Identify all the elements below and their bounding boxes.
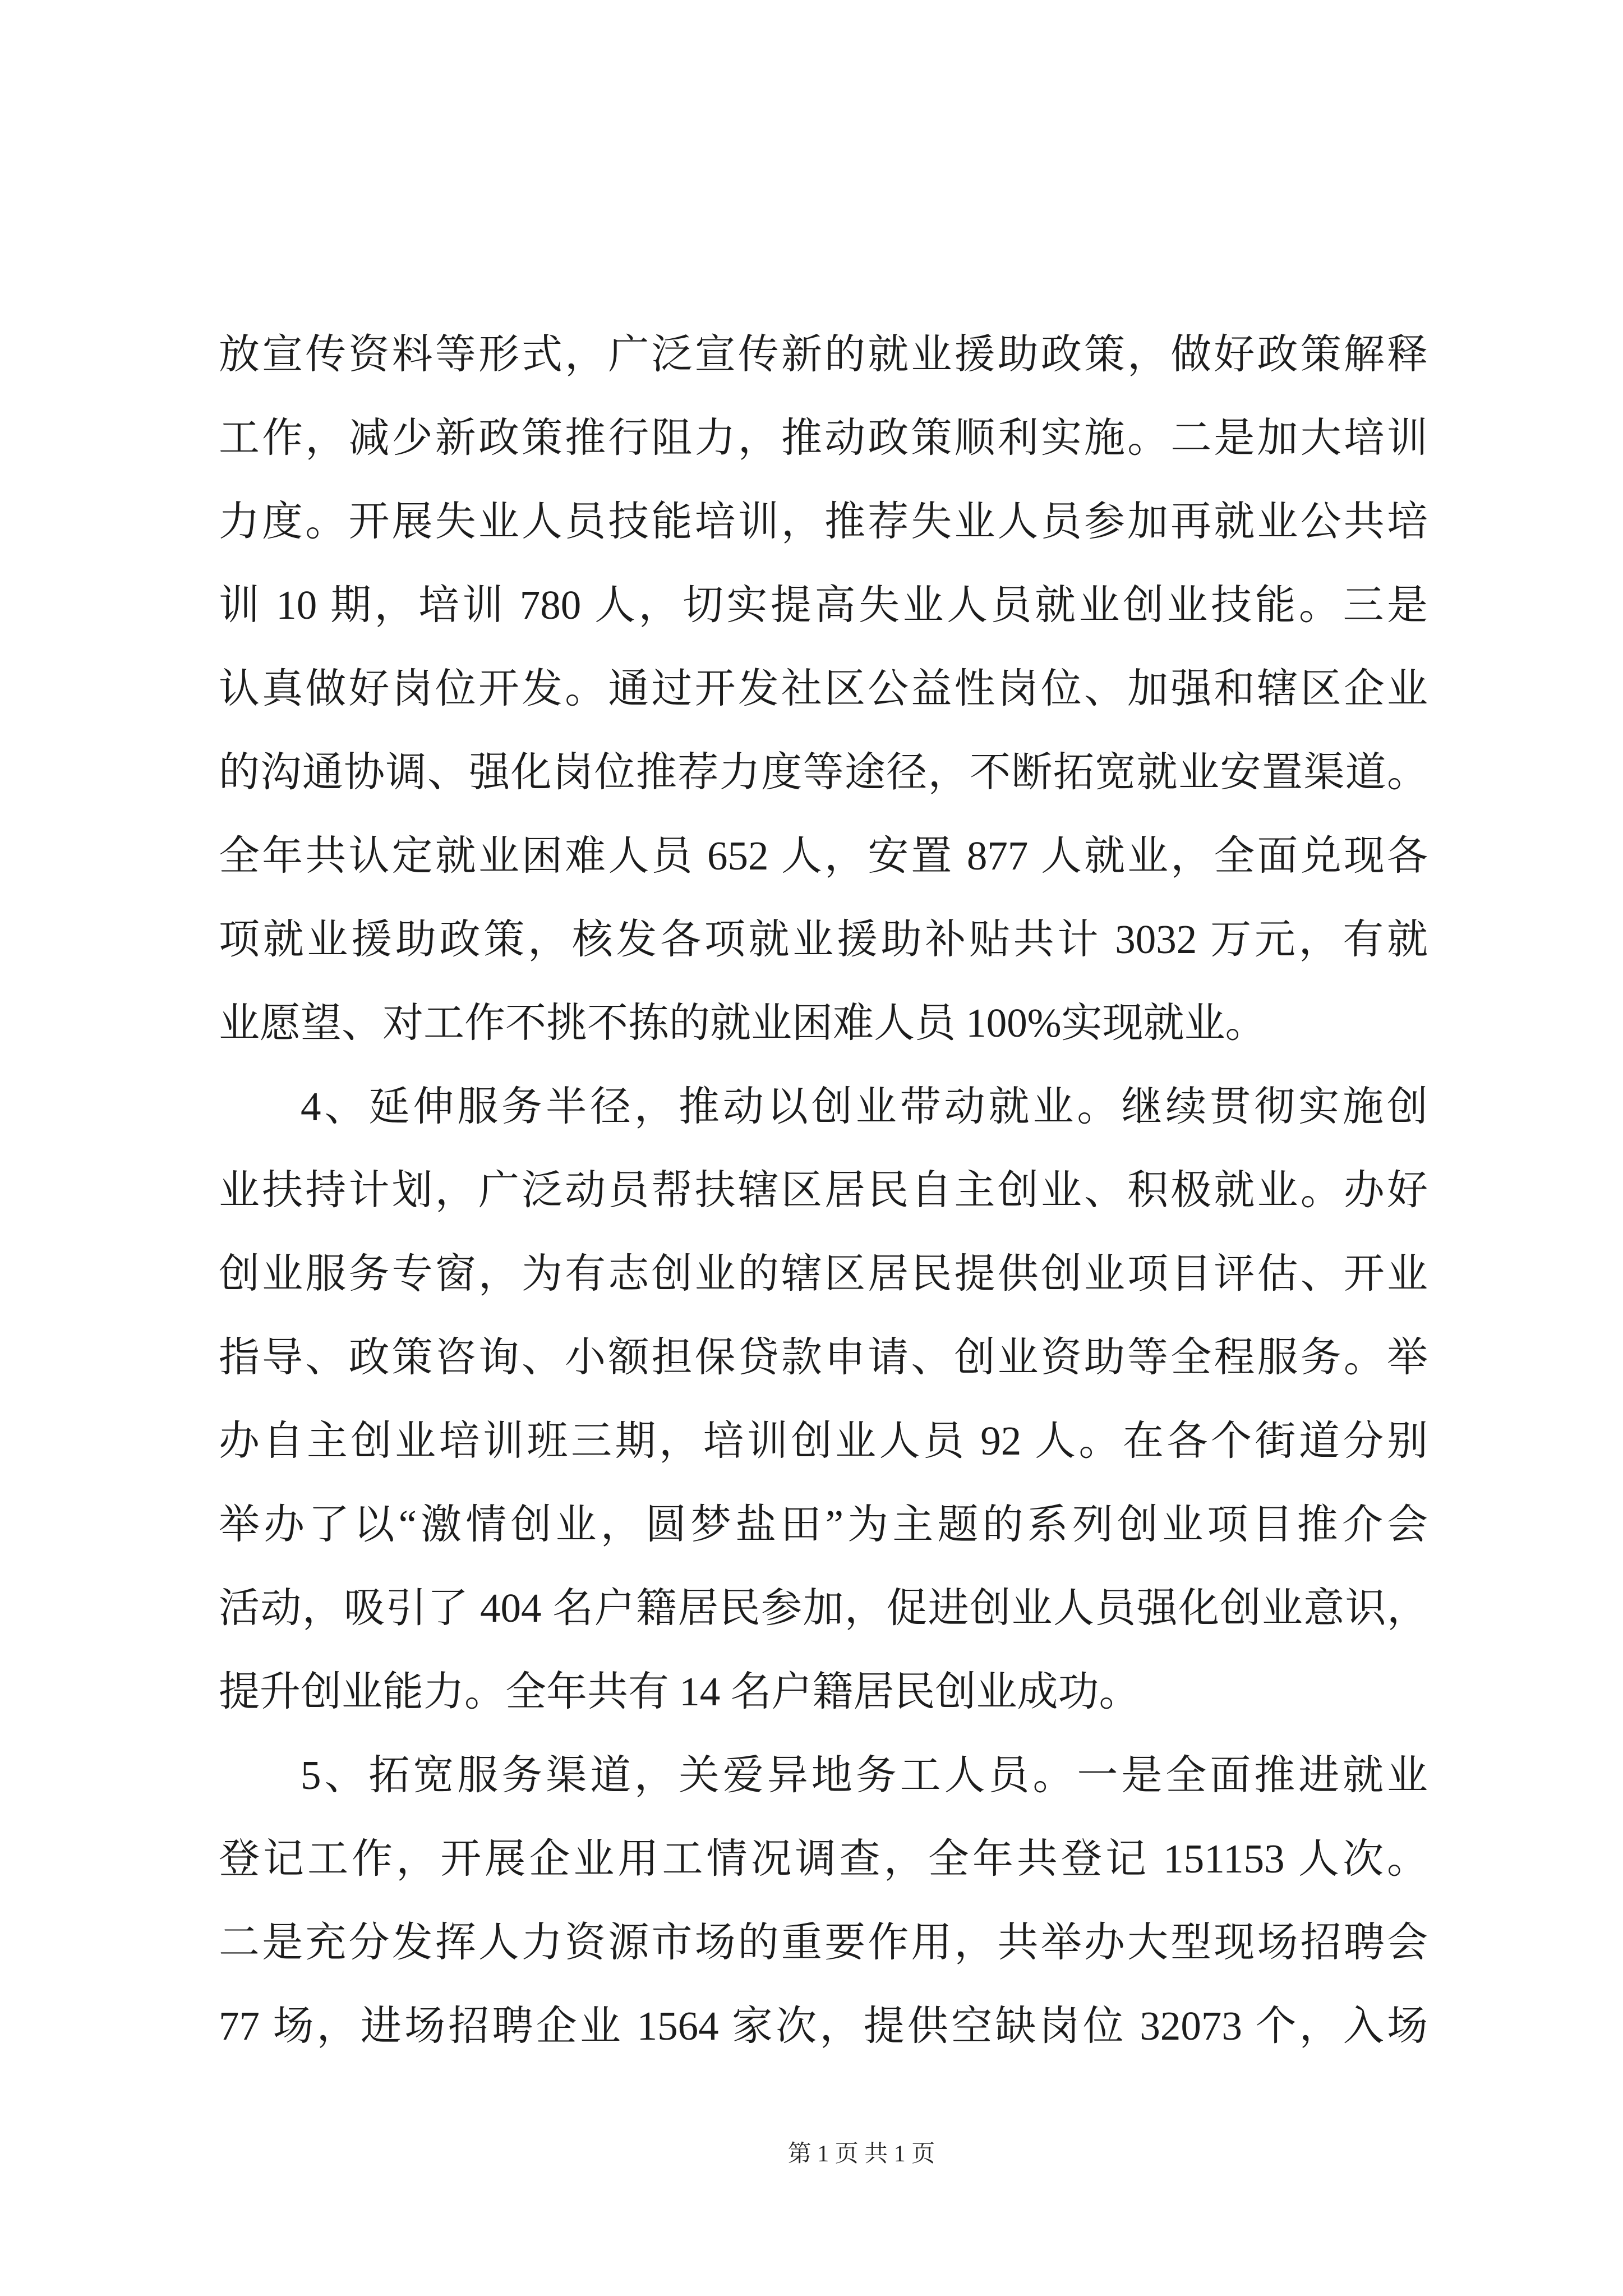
text-line: 活动，吸引了 404 名户籍居民参加，促进创业人员强化创业意识，: [219, 1585, 1428, 1631]
text-line: 77 场，进场招聘企业 1564 家次，提供空缺岗位 32073 个，入场: [219, 2003, 1428, 2049]
text-line: 业扶持计划，广泛动员帮扶辖区居民自主创业、积极就业。办好: [219, 1167, 1428, 1213]
text-line: 创业服务专窗，为有志创业的辖区居民提供创业项目评估、开业: [219, 1251, 1428, 1296]
paragraph-entrepreneurship: [219, 1065, 1428, 1733]
text-line: 全年共认定就业困难人员 652 人，安置 877 人就业，全面兑现各: [219, 833, 1428, 878]
text-line: 4、延伸服务半径，推动以创业带动就业。继续贯彻实施创: [301, 1084, 1428, 1129]
text-line: 举办了以“激情创业，圆梦盐田”为主题的系列创业项目推介会: [219, 1502, 1428, 1547]
text-line: 二是充分发挥人力资源市场的重要作用，共举办大型现场招聘会: [219, 1920, 1428, 1965]
text-line: 放宣传资料等形式，广泛宣传新的就业援助政策，做好政策解释: [219, 332, 1428, 377]
text-line: 训 10 期，培训 780 人，切实提高失业人员就业创业技能。三是: [219, 582, 1428, 628]
text-line: 项就业援助政策，核发各项就业援助补贴共计 3032 万元，有就: [219, 917, 1428, 962]
text-line: 业愿望、对工作不挑不拣的就业困难人员 100%实现就业。: [219, 1000, 1266, 1046]
body-text: [219, 312, 1428, 2068]
text-line: 5、拓宽服务渠道，关爱异地务工人员。一是全面推进就业: [301, 1752, 1428, 1798]
text-line: 认真做好岗位开发。通过开发社区公益性岗位、加强和辖区企业: [219, 666, 1428, 711]
text-line: 指导、政策咨询、小额担保贷款申请、创业资助等全程服务。举: [219, 1335, 1428, 1380]
paragraph-migrant-workers: [219, 1733, 1428, 2068]
text-line: 办自主创业培训班三期，培训创业人员 92 人。在各个街道分别: [219, 1418, 1428, 1464]
page-number-footer: 第 1 页 共 1 页: [787, 2141, 935, 2167]
text-line: 登记工作，开展企业用工情况调查，全年共登记 151153 人次。: [219, 1836, 1428, 1881]
text-line: 工作，减少新政策推行阻力，推动政策顺利实施。二是加大培训: [219, 415, 1428, 461]
paragraph-employment-assistance: [219, 312, 1428, 1065]
text-line: 力度。开展失业人员技能培训，推荐失业人员参加再就业公共培: [219, 499, 1428, 544]
text-line: 提升创业能力。全年共有 14 名户籍居民创业成功。: [219, 1669, 1140, 1714]
text-line: 的沟通协调、强化岗位推荐力度等途径，不断拓宽就业安置渠道。: [219, 749, 1428, 795]
